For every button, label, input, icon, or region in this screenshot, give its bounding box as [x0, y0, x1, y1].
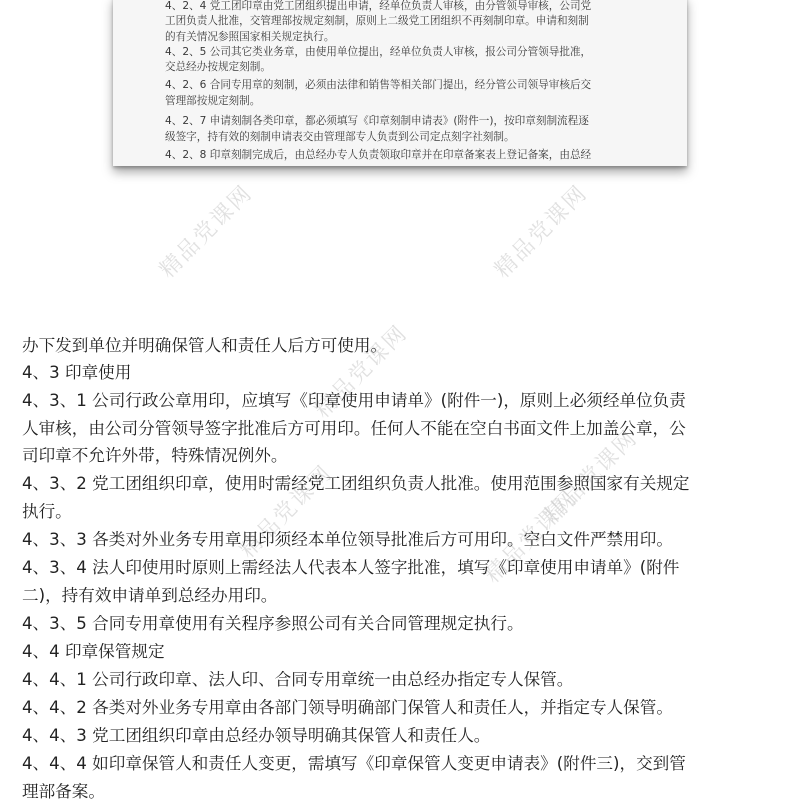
watermark: 精品党课网 — [540, 425, 643, 529]
watermark: 精品党课网 — [480, 485, 583, 589]
scan-line: 4、2、5 公司其它类业务章，由使用单位提出，经单位负责人审核，报公司分管领导批准， — [165, 46, 592, 58]
scan-line: 工团负责人批准，交管理部按规定刻制，原则上二级党工团组织不再刻制印章。申请和刻制 — [165, 15, 589, 27]
watermark: 精品党课网 — [490, 180, 593, 284]
body-line: 理部备案。 — [22, 782, 105, 801]
watermark: 精品党课网 — [155, 180, 258, 284]
section-heading: 4、4 印章保管规定 — [22, 642, 165, 661]
body-line: 4、4、3 党工团组织印章由总经办领导明确其保管人和责任人。 — [22, 726, 491, 745]
scanned-document-snippet — [113, 0, 687, 166]
body-line: 4、3、3 各类对外业务专用章用印须经本单位领导批准后方可用印。空白文件严禁用印。 — [22, 530, 673, 549]
scan-line: 4、2、4 党工团印章由党工团组织提出申请，经单位负责人审核，由分管领导审核，公司党 — [165, 0, 592, 12]
watermark: 精品党课网 — [235, 460, 338, 564]
body-line: 办下发到单位并明确保管人和责任人后方可使用。 — [22, 336, 388, 355]
body-line: 4、3、5 合同专用章使用有关程序参照公司有关合同管理规定执行。 — [22, 614, 524, 633]
scan-line: 级签字，持有效的刻制申请表交由管理部专人负责到公司定点刻字社刻制。 — [165, 131, 515, 143]
watermark: 精品党课网 — [310, 320, 413, 424]
body-line: 4、3、1 公司行政公章用印，应填写《印章使用申请单》(附件一)，原则上必须经单位负责 — [22, 391, 686, 410]
body-line: 执行。 — [22, 502, 72, 521]
body-line: 4、3、2 党工团组织印章，使用时需经党工团组织负责人批准。使用范围参照国家有关规定 — [22, 474, 690, 493]
body-line: 4、3、4 法人印使用时原则上需经法人代表本人签字批准，填写《印章使用申请单》(附件 — [22, 558, 680, 577]
body-line: 4、4、4 如印章保管人和责任人变更，需填写《印章保管人变更申请表》(附件三)，交到管 — [22, 754, 686, 773]
scan-line: 4、2、8 印章刻制完成后，由总经办专人负责领取印章并在印章备案表上登记备案，由总经 — [165, 149, 592, 161]
section-heading: 4、3 印章使用 — [22, 363, 132, 382]
body-line: 人审核，由公司分管领导签字批准后方可用印。任何人不能在空白书面文件上加盖公章，公 — [22, 419, 686, 438]
scan-line: 交总经办按规定刻制。 — [165, 61, 271, 73]
scan-line: 管理部按规定刻制。 — [165, 95, 261, 107]
body-line: 4、4、2 各类对外业务专用章由各部门领导明确部门保管人和责任人，并指定专人保管。 — [22, 698, 673, 717]
scan-line: 的有关情况参照国家相关规定执行。 — [165, 31, 335, 43]
scan-line: 4、2、6 合同专用章的刻制，必须由法律和销售等相关部门提出，经分管公司领导审核后交 — [165, 79, 592, 91]
body-line: 二)，持有效申请单到总经办用印。 — [22, 586, 278, 605]
scan-line: 4、2、7 申请刻制各类印章，都必须填写《印章刻制申请表》(附件一)，按印章刻制流程逐 — [165, 115, 589, 127]
body-line: 司印章不允许外带，特殊情况例外。 — [22, 446, 288, 465]
body-line: 4、4、1 公司行政印章、法人印、合同专用章统一由总经办指定专人保管。 — [22, 670, 574, 689]
